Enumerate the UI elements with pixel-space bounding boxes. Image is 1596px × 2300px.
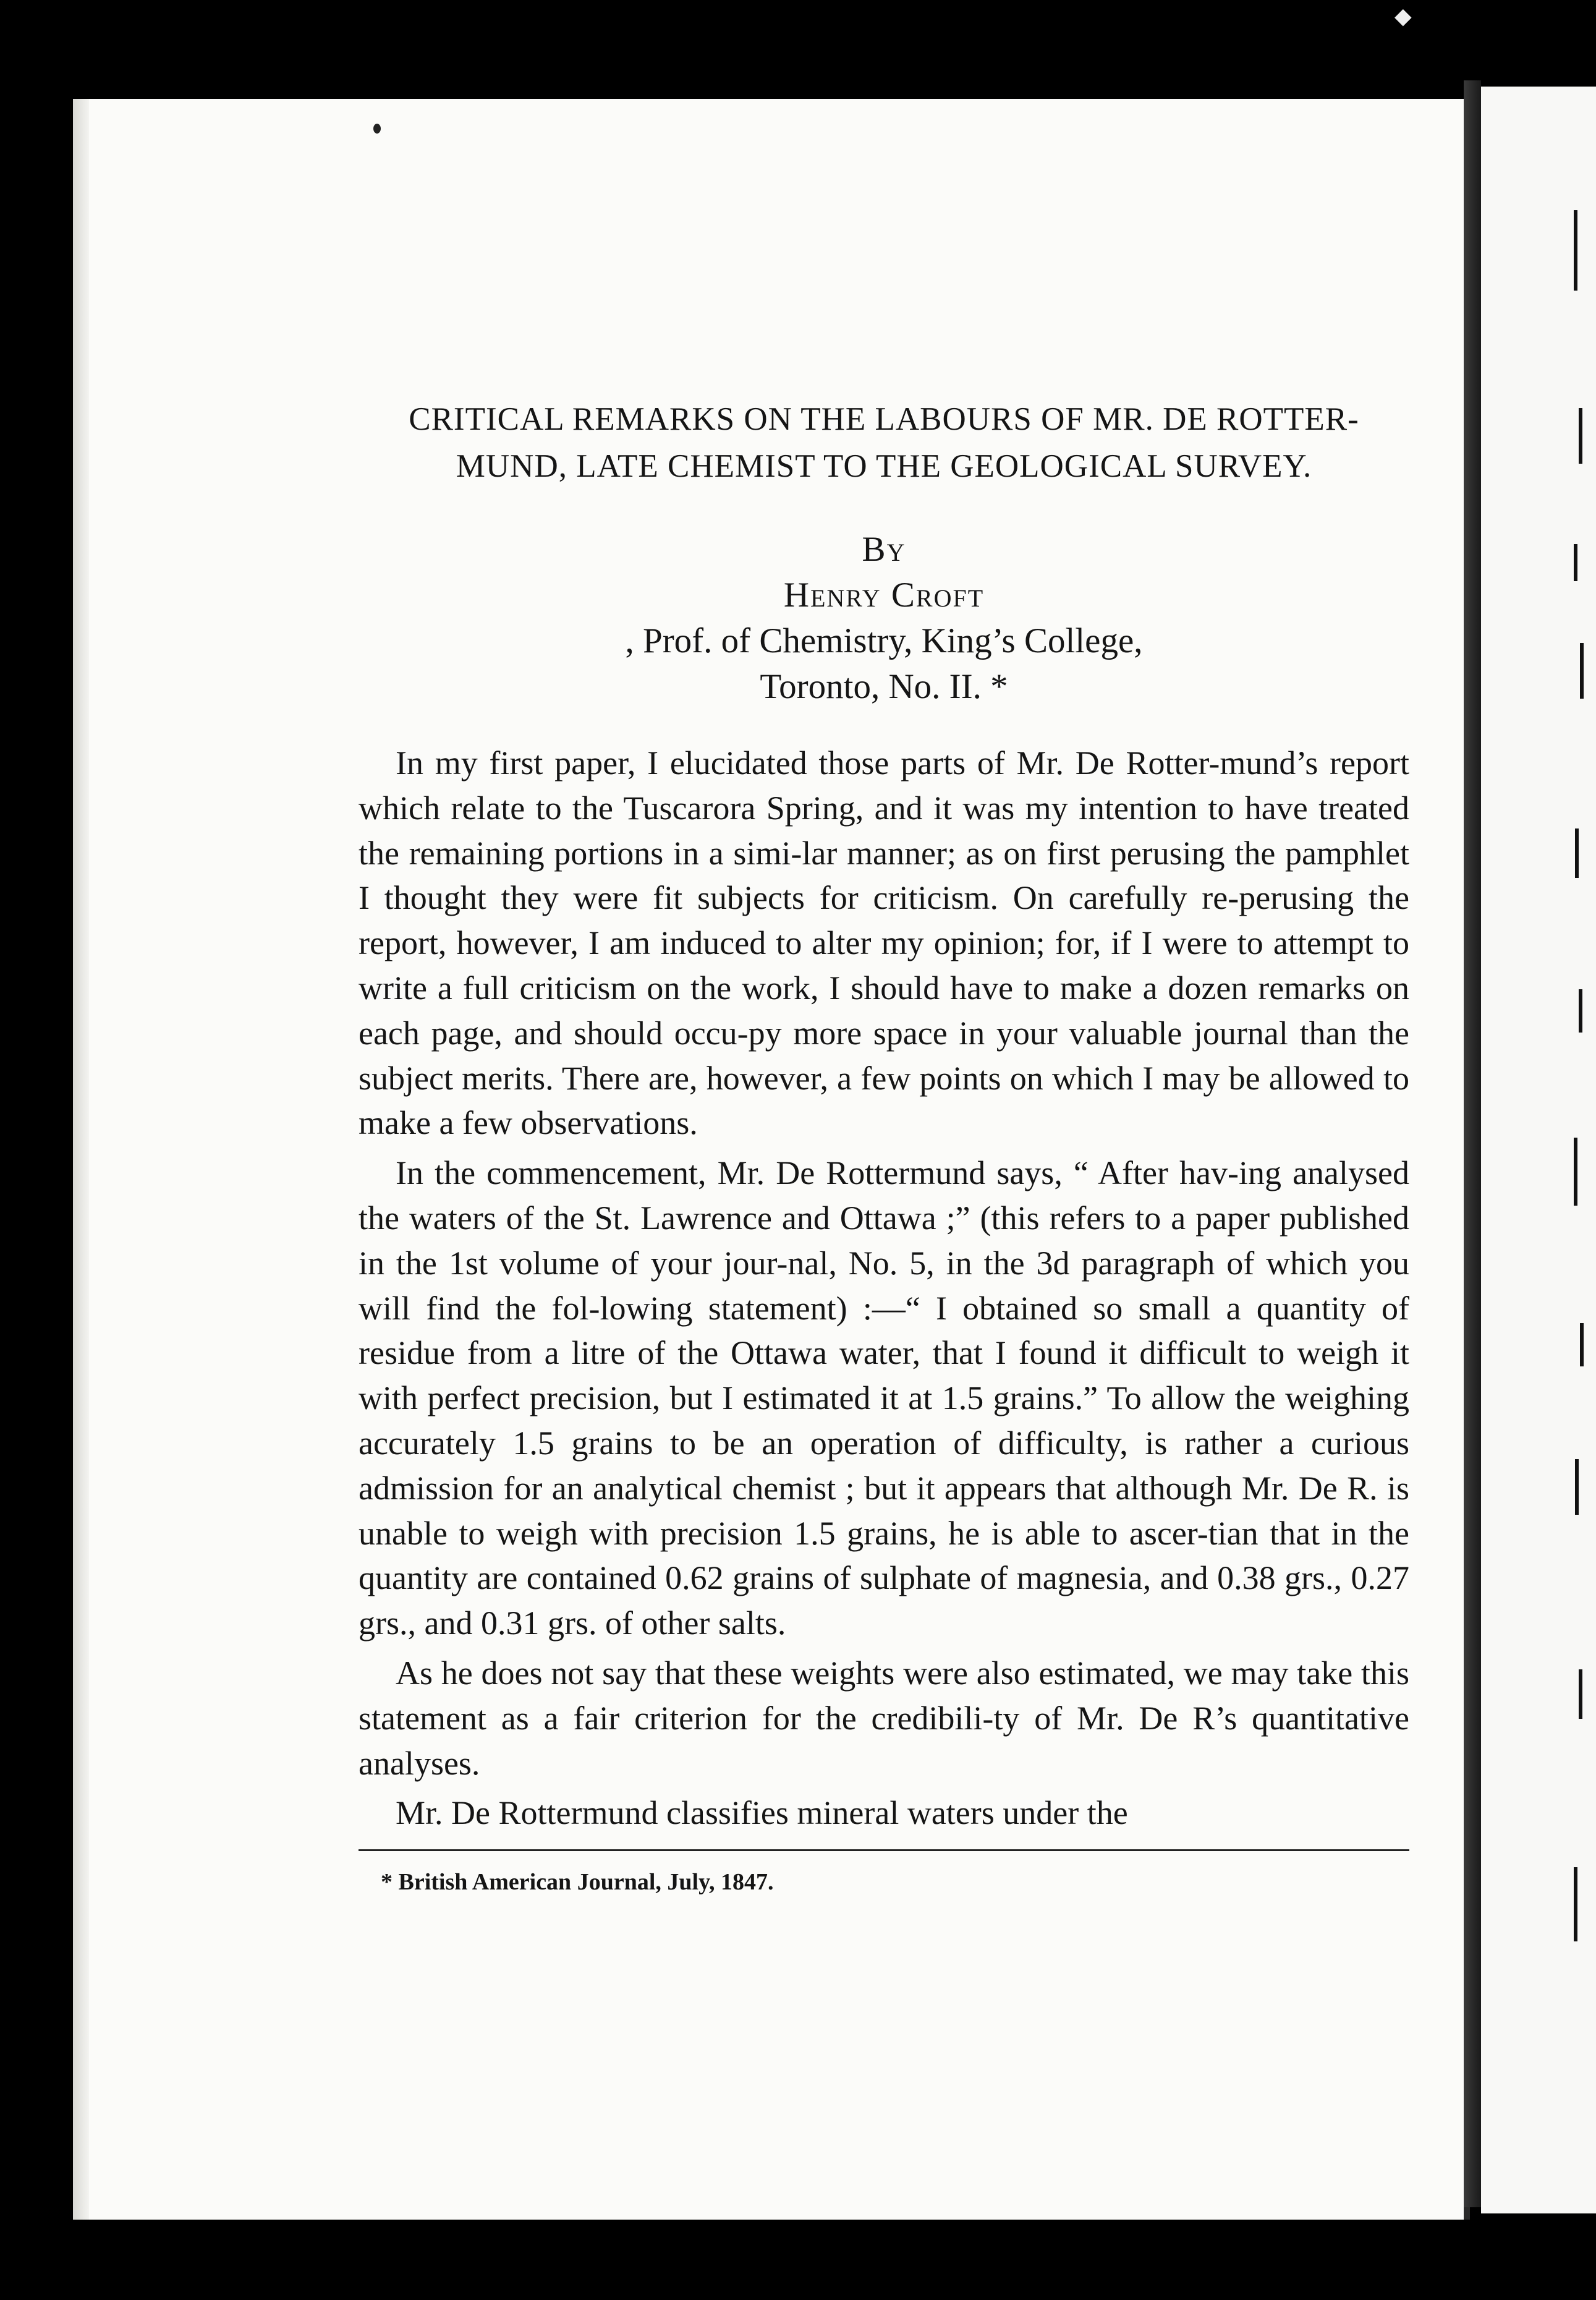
byline [359, 527, 1409, 710]
author-name: Henry Croft [783, 576, 985, 615]
byline-prefix: By [862, 530, 906, 569]
article-body [359, 396, 1409, 1897]
title-line-1: CRITICAL REMARKS ON THE LABOURS OF MR. DE ROTTER- [409, 401, 1359, 437]
author-affiliation: , Prof. of Chemistry, King’s College, [625, 621, 1143, 660]
byline-line-1 [359, 527, 1409, 664]
footnote: * British American Journal, July, 1847. [381, 1869, 774, 1896]
title-line-2: MUND, LATE CHEMIST TO THE GEOLOGICAL SURVEY. [456, 448, 1312, 484]
footnote-divider [359, 1849, 1409, 1851]
ink-speck [373, 124, 381, 134]
paragraph-4: Mr. De Rottermund classifies mineral waters under the [396, 1794, 1128, 1832]
scan-artifact-icon: ◆ [1394, 4, 1412, 29]
page-edge [73, 99, 89, 2220]
paragraph-1: In my first paper, I elucidated those parts of Mr. De Rotter-mund’s report which relate to the Tuscarora Spring, and it was my intention to have treated the remaining portions in a simi-lar manner; as on first perusing the pamphlet I thought they were fit subjects for criticism. On carefully re-perusing the report, however, I am induced to alter my opinion; for, if I were to attempt to write a full criticism on the work, I should have to make a dozen remarks on each page, and should occu-py more space in your valuable journal than the subject merits. There are, however, a few points on which I may be allowed to make a few observations. [359, 744, 1409, 1142]
paragraph-3: As he does not say that these weights were also estimated, we may take this statement as a fair criterion for the credibili-ty of Mr. De R’s quantitative analyses. [359, 1654, 1409, 1782]
byline-line-2: Toronto, No. II. * [760, 667, 1008, 706]
article-title [359, 396, 1409, 490]
book-spine [1464, 80, 1481, 2207]
adjacent-page-edge [1481, 87, 1596, 2213]
paragraph-2: In the commencement, Mr. De Rottermund says, “ After hav-ing analysed the waters of the St. Lawrence and Ottawa ;” (this refers to a paper published in the 1st volume of your jour-nal, No. 5, in the 3d paragraph of which you will find the fol-lowing statement) :—“ I obtained so small a quantity of residue from a litre of the Ottawa water, that I found it difficult to weigh it with perfect precision, but I estimated it at 1.5 grains.” To allow the weighing accurately 1.5 grains to be an operation of difficulty, is rather a curious admission for an analytical chemist ; but it appears that although Mr. De R. is unable to weigh with precision 1.5 grains, he is able to ascer-tian that in the quantity are contained 0.62 grains of sulphate of magnesia, and 0.38 grs., 0.27 grs., and 0.31 grs. of other salts. [359, 1154, 1409, 1642]
